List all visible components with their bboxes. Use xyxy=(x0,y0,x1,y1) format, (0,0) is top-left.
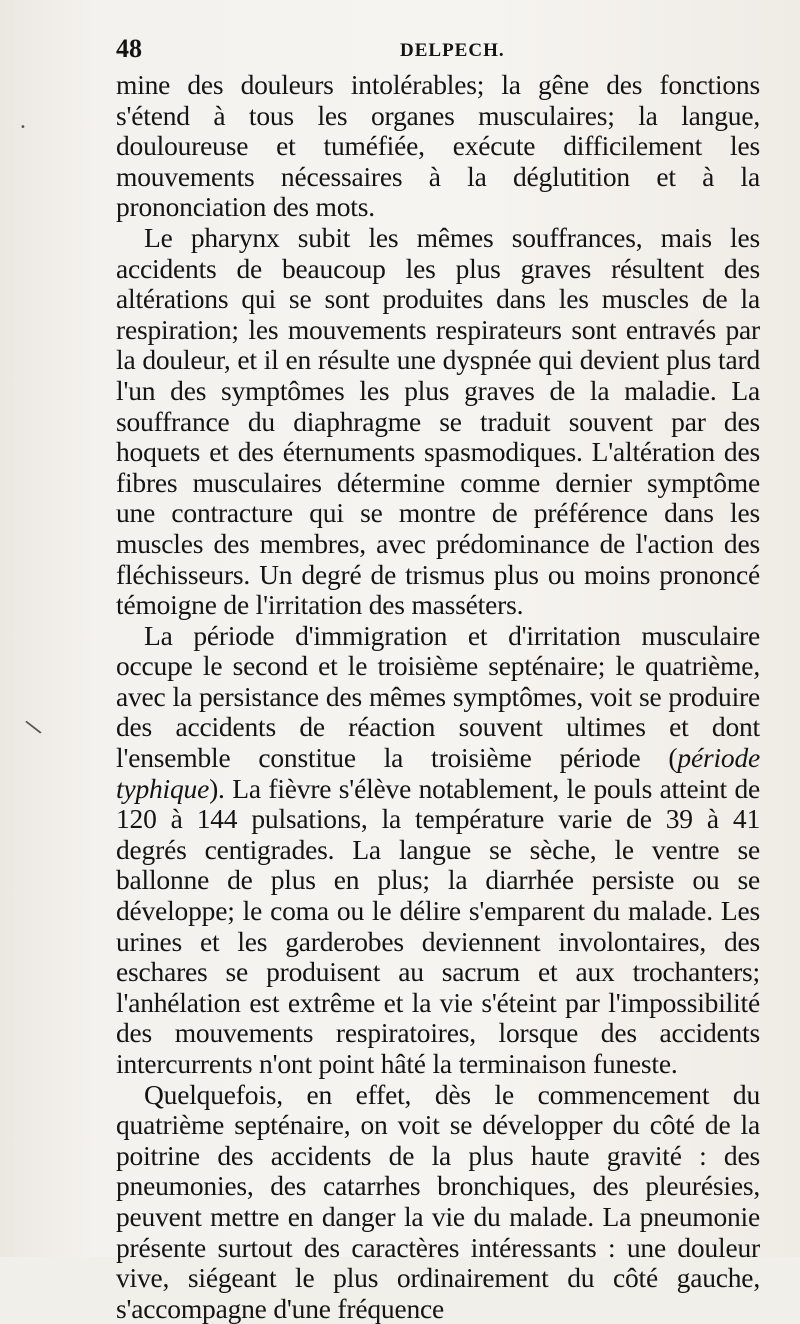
paragraph-4: Quelquefois, en effet, dès le commencement du quatrième septénaire, on voit se développer du côté de la poitrine des accidents de la plus haute gravité : des pneumonies, des catarrhes bronchiques, des pleurésies, peuvent mettre en danger la vie du malade. La pneumonie présente surtout des caractères intéressants : une douleur vive, siégeant le plus ordinairement du côté gauche, s'accompagne d'une fréquence xyxy=(116,1078,760,1324)
paragraph-3-text-after: ). La fièvre s'élève notablement, le pouls atteint de 120 à 144 pulsations, la température varie de 39 à 41 degrés centigrades. La langue se sèche, le ventre se ballonne de plus en plus; la diarrhée persiste ou se développe; le coma ou le délire s'emparent du malade. Les urines et les garderobes deviennent involontaires, des eschares se produisent au sacrum et aux trochanters; l'anhélation est extrême et la vie s'éteint par l'impossibilité des mouvements respiratoires, lorsque des accidents intercurrents n'ont point hâté la terminaison funeste. xyxy=(116,772,760,1079)
margin-stroke: \ xyxy=(23,715,44,740)
body-text xyxy=(116,70,760,1324)
paragraph-2: Le pharynx subit les mêmes souffrances, mais les accidents de beaucoup les plus graves résultent des altérations qui se sont produites dans les muscles de la respiration; les mouvements respirateurs sont entravés par la douleur, et il en résulte une dyspnée qui devient plus tard l'un des symptômes les plus graves de la maladie. La souffrance du diaphragme se traduit souvent par des hoquets et des éternuments spasmodiques. L'altération des fibres musculaires détermine comme dernier symptôme une contracture qui se montre de préférence dans les muscles des membres, avec prédominance de l'action des fléchisseurs. Un degré de trismus plus ou moins prononcé témoigne de l'irritation des masséters. xyxy=(116,221,760,621)
page-header xyxy=(116,30,760,70)
running-head: DELPECH. xyxy=(400,40,505,61)
paragraph-3-italic-term: période typhique xyxy=(116,742,760,804)
page-number: 48 xyxy=(116,34,142,63)
margin-dot: • xyxy=(20,122,26,133)
paragraph-3 xyxy=(116,621,760,1080)
paragraph-3-text-before: La période d'immigration et d'irritation musculaire occupe le second et le troisième septénaire; le quatrième, avec la persistance des mêmes symptômes, voit se produire des accidents de réaction souvent ultimes et dont l'ensemble constitue la troisième période ( xyxy=(116,619,760,774)
paragraph-1: mine des douleurs intolérables; la gêne des fonctions s'étend à tous les organes musculaires; la langue, douloureuse et tuméfiée, exécute difficilement les mouvements nécessaires à la déglutition et à la prononciation des mots. xyxy=(116,69,760,223)
